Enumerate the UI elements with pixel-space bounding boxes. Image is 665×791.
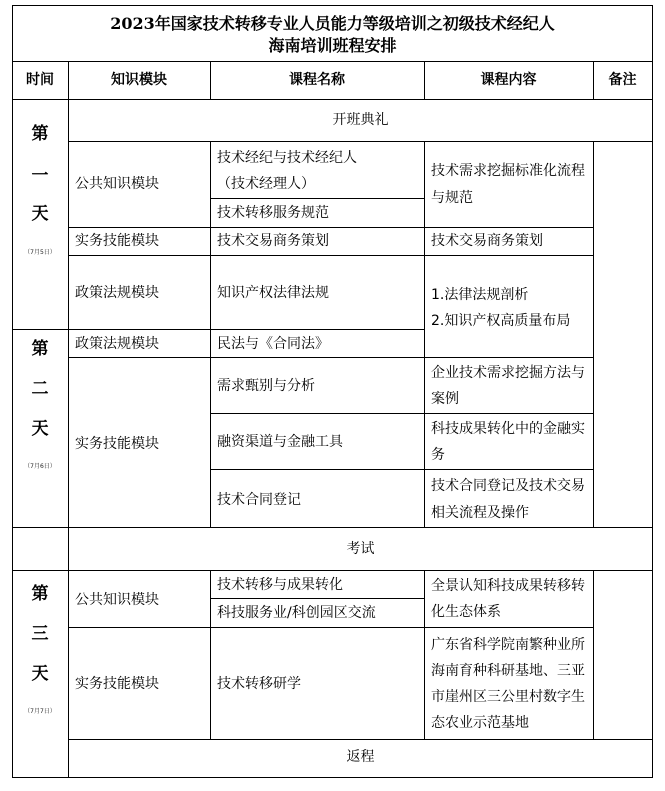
d3-practice-module: 实务技能模块 [75,676,159,692]
document-title-line2: 海南培训班程安排 [268,36,397,55]
day2-label-2: 二 [31,379,49,399]
d2-content-contract-1: 技术合同登记及技术交易 [431,478,585,494]
d1-content-demand-1: 技术需求挖掘标准化流程 [431,163,585,179]
d2-content-finance-1: 科技成果转化中的金融实 [431,421,585,437]
col-name-right-b [424,570,425,740]
rule-d3-practice-bottom [68,739,653,740]
d2-content-contract-2: 相关流程及操作 [431,505,529,521]
d1-content-demand-2: 与规范 [431,190,473,206]
col-content-right-a [593,141,594,528]
header-time: 时间 [26,72,54,88]
day2-label-1: 第 [31,339,49,359]
d2-policy-course: 民法与《合同法》 [217,336,329,352]
col-module-right-a [210,141,211,528]
day3-date: （7月7日） [24,708,56,715]
day2-label-3: 天 [31,419,49,439]
day1-label-1: 第 [31,124,49,144]
d1-practice-course: 技术交易商务策划 [217,233,329,249]
d2-content-finance-2: 务 [431,447,445,463]
border-bottom [12,777,653,778]
d2-content-demand-2: 案例 [431,391,459,407]
header-module: 知识模块 [111,72,167,88]
col-content-right-b [593,570,594,740]
day2-date: （7月6日） [24,463,56,470]
d1-course-transfer-spec: 技术转移服务规范 [217,205,329,221]
rule-policy-bottom [68,357,593,358]
rule-opening-bottom [68,141,653,142]
day1-date: （7月5日） [24,249,56,256]
day1-label-2: 一 [31,166,49,186]
d3-course-park-exchange: 科技服务业/科创园区交流 [217,605,376,621]
day3-label-2: 三 [31,624,49,644]
policy-content-2: 2.知识产权高质量布局 [431,313,571,329]
d3-practice-course: 技术转移研学 [217,676,301,692]
d3-practice-content-4: 态农业示范基地 [431,715,529,731]
d2-practice-module: 实务技能模块 [75,436,159,452]
day3-label-1: 第 [31,584,49,604]
d2-content-demand-1: 企业技术需求挖掘方法与 [431,365,585,381]
d2-course-contract: 技术合同登记 [217,492,301,508]
rule-d1-course-split [210,198,424,199]
rule-header-bottom [12,99,653,100]
rule-title-bottom [12,61,653,62]
rule-d2-row2-bottom [210,469,593,470]
d3-course-transfer: 技术转移与成果转化 [217,577,343,593]
header-course-name: 课程名称 [289,72,345,88]
d3-practice-content-1: 广东省科学院南繁种业所 [431,637,585,653]
rule-d1-public-bottom [68,227,593,228]
rule-d3-course-split [210,598,424,599]
d2-course-finance: 融资渠道与金融工具 [217,434,343,450]
d1-practice-module: 实务技能模块 [75,233,159,249]
day1-label-3: 天 [31,204,49,224]
event-exam: 考试 [346,541,375,557]
d1-course-tech-broker-2: （技术经理人） [217,176,315,192]
document-title-line1: 2023年国家技术转移专业人员能力等级培训之初级技术经纪人 [110,14,555,33]
d1-policy-module: 政策法规模块 [75,285,159,301]
d3-practice-content-3: 市崖州区三公里村数字生 [431,689,585,705]
d1-course-tech-broker-1: 技术经纪与技术经纪人 [217,150,357,166]
d3-public-module: 公共知识模块 [75,592,159,608]
d2-policy-module: 政策法规模块 [75,336,159,352]
d3-practice-content-2: 海南育种科研基地、三亚 [431,663,585,679]
col-time-right [68,61,69,778]
d2-course-demand: 需求甄别与分析 [217,378,315,394]
event-opening-ceremony: 开班典礼 [332,112,389,128]
rule-day1-bottom [12,329,424,330]
rule-d1-practice-bottom [68,255,593,256]
rule-day2-bottom [12,527,653,528]
d3-content-ecosystem-1: 全景认知科技成果转移转 [431,578,585,594]
col-module-right-b [210,570,211,740]
rule-d3-public-bottom [68,627,593,628]
policy-content-1: 1.法律法规剖析 [431,287,529,303]
border-top [12,5,653,6]
col-name-right-a [424,141,425,528]
event-return-trip: 返程 [346,749,375,765]
d1-public-module: 公共知识模块 [75,176,159,192]
d1-policy-course: 知识产权法律法规 [217,285,329,301]
header-course-content: 课程内容 [480,72,537,88]
rule-d2-row1-bottom [210,413,593,414]
d3-content-ecosystem-2: 化生态体系 [431,604,501,620]
d1-practice-content: 技术交易商务策划 [431,233,543,249]
header-remark: 备注 [608,72,637,88]
rule-exam-bottom [12,570,653,571]
day3-label-3: 天 [31,664,49,684]
